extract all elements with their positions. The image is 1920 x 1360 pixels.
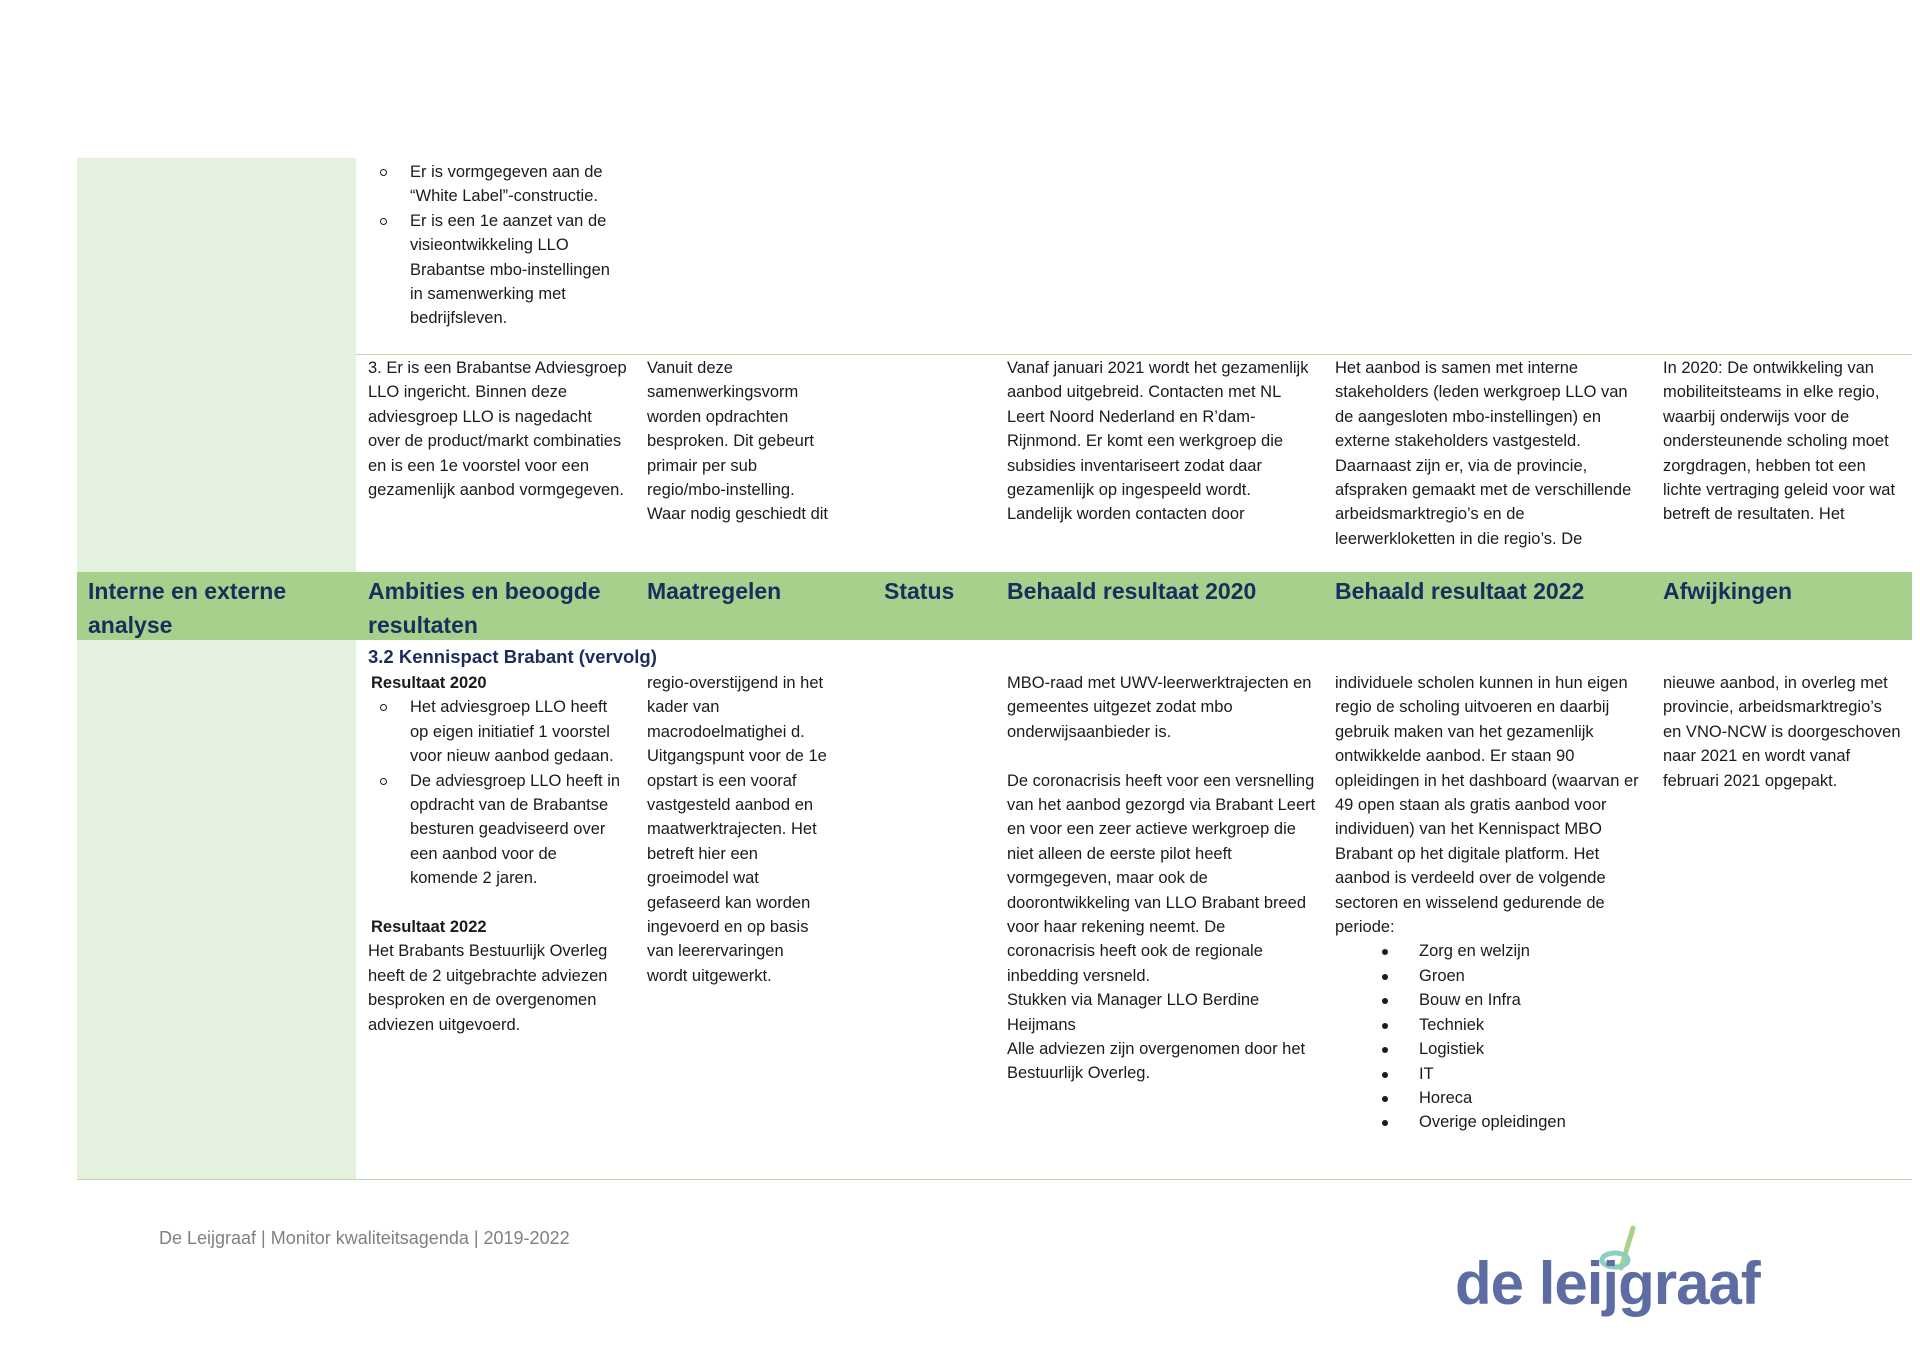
result-2022-text: Het Brabants Bestuurlijk Overleg heeft de 2 uitgebrachte adviezen besproken en de overgenomen adviezen uitgevoerd. bbox=[368, 942, 608, 1034]
result-2020-heading: Resultaat 2020 bbox=[371, 674, 487, 692]
header-deviations: Afwijkingen bbox=[1663, 578, 1793, 604]
result-2020-p1: MBO-raad met UWV-leerwerktrajecten en gemeentes uitgezet zodat mbo onderwijsaanbieder is. bbox=[1007, 674, 1312, 741]
list-item: De adviesgroep LLO heeft in opdracht van de Brabantse besturen geadviseerd over een aanbod voor de komende 2 jaren. bbox=[368, 769, 628, 891]
left-column-band bbox=[77, 158, 356, 1180]
result-2020-p3: Stukken via Manager LLO Berdine Heijmans bbox=[1007, 991, 1260, 1034]
section-measures: regio-overstijgend in het kader van macrodoelmatighei d. Uitgangspunt voor de 1e opstart is een vooraf vastgesteld aanbod en maatwerktrajecten. Het betreft hier een groeimodel wat gefaseerd kan worden ingevoerd en op basis van leerervaringen wordt uitgewerkt. bbox=[647, 674, 827, 985]
list-item: Er is een 1e aanzet van de visieontwikkeling LLO Brabantse mbo-instellingen in samenwerking met bedrijfsleven. bbox=[368, 209, 623, 331]
result-2020-p4: Alle adviezen zijn overgenomen door het Bestuurlijk Overleg. bbox=[1007, 1040, 1306, 1083]
header-ambitions: Ambities en beoogde resultaten bbox=[368, 578, 601, 638]
logo-text: de leijgraaf bbox=[1455, 1250, 1760, 1317]
list-item: Het adviesgroep LLO heeft op eigen initiatief 1 voorstel voor nieuw aanbod gedaan. bbox=[368, 695, 628, 768]
section-deviations: nieuwe aanbod, in overleg met provincie, arbeidsmarktregio’s en VNO-NCW is doorgeschoven naar 2021 en wordt vanaf februari 2021 opgepakt. bbox=[1663, 674, 1901, 790]
list-item: IT bbox=[1335, 1062, 1648, 1086]
footer-text: De Leijgraaf | Monitor kwaliteitsagenda | 2019-2022 bbox=[159, 1228, 570, 1248]
row3-result-2022: Het aanbod is samen met interne stakeholders (leden werkgroep LLO van de aangesloten mbo-instellingen) en externe stakeholders vastgesteld. Daarnaast zijn er, via de provincie, afspraken gemaakt met de verschillende arbeidsmarktregio’s en de leerwerkloketten in die regio’s. De bbox=[1335, 359, 1632, 548]
row3-ambitions: 3. Er is een Brabantse Adviesgroep LLO ingericht. Binnen deze adviesgroep LLO is nagedacht over de product/markt combinaties en is een 1e voorstel voor een gezamenlijk aanbod vormgegeven. bbox=[368, 359, 627, 500]
header-result-2022: Behaald resultaat 2022 bbox=[1335, 578, 1585, 604]
header-internal-external-analysis: Interne en externe analyse bbox=[88, 578, 287, 638]
result-2022-heading: Resultaat 2022 bbox=[371, 918, 487, 937]
top-ambitions-bullets bbox=[368, 160, 623, 331]
row3-deviations: In 2020: De ontwikkeling van mobiliteitsteams in elke regio, waarbij onderwijs voor de ondersteunende scholing moet zorgdragen, hebben tot een lichte vertraging geleid voor wat betreft de resultaten. Het bbox=[1663, 359, 1896, 524]
leijgraaf-logo bbox=[1455, 1222, 1785, 1332]
list-item: Groen bbox=[1335, 964, 1648, 988]
list-item: Techniek bbox=[1335, 1013, 1648, 1037]
list-item: Horeca bbox=[1335, 1086, 1648, 1110]
row-divider-top bbox=[356, 354, 1912, 355]
list-item: Bouw en Infra bbox=[1335, 988, 1648, 1012]
list-item: Zorg en welzijn bbox=[1335, 939, 1648, 963]
section-title: 3.2 Kennispact Brabant (vervolg) bbox=[368, 646, 657, 667]
list-item: Overige opleidingen bbox=[1335, 1110, 1648, 1134]
section-ambitions bbox=[368, 671, 628, 1037]
result-2022-intro: individuele scholen kunnen in hun eigen regio de scholing uitvoeren en daarbij gebruik maken van het gezamenlijk ontwikkelde aanbod. Er staan 90 opleidingen in het dashboard (waarvan er 49 open staan als gratis aanbod voor individuen) van het Kennispact MBO Brabant op het digitale platform. Het aanbod is verdeeld over de volgende sectoren en wisselend gedurende de periode: bbox=[1335, 674, 1639, 937]
header-result-2020: Behaald resultaat 2020 bbox=[1007, 578, 1257, 604]
list-item: Er is vormgegeven aan de “White Label”-constructie. bbox=[368, 160, 623, 209]
header-measures: Maatregelen bbox=[647, 578, 782, 604]
row3-result-2020: Vanaf januari 2021 wordt het gezamenlijk aanbod uitgebreid. Contacten met NL Leert Noord Nederland en R’dam-Rijnmond. Er komt een werkgroep die subsidies inventariseert zodat daar gezamenlijk op ingespeeld wordt. Landelijk worden contacten door bbox=[1007, 359, 1309, 524]
header-status: Status bbox=[884, 578, 955, 604]
table-bottom-border bbox=[77, 1179, 1912, 1180]
section-result-2022 bbox=[1335, 671, 1648, 1135]
result-2020-p2: De coronacrisis heeft voor een versnelling van het aanbod gezorgd via Brabant Leert en voor een zeer actieve werkgroep die niet alleen de eerste pilot heeft vormgegeven, maar ook de doorontwikkeling van LLO Brabant breed voor haar rekening neemt. De coronacrisis heeft ook de regionale inbedding versneld. bbox=[1007, 771, 1316, 985]
list-item: Logistiek bbox=[1335, 1037, 1648, 1061]
row3-measures: Vanuit deze samenwerkingsvorm worden opdrachten besproken. Dit gebeurt primair per sub regio/mbo-instelling. Waar nodig geschiedt dit bbox=[647, 359, 828, 524]
section-result-2020 bbox=[1007, 671, 1317, 1086]
